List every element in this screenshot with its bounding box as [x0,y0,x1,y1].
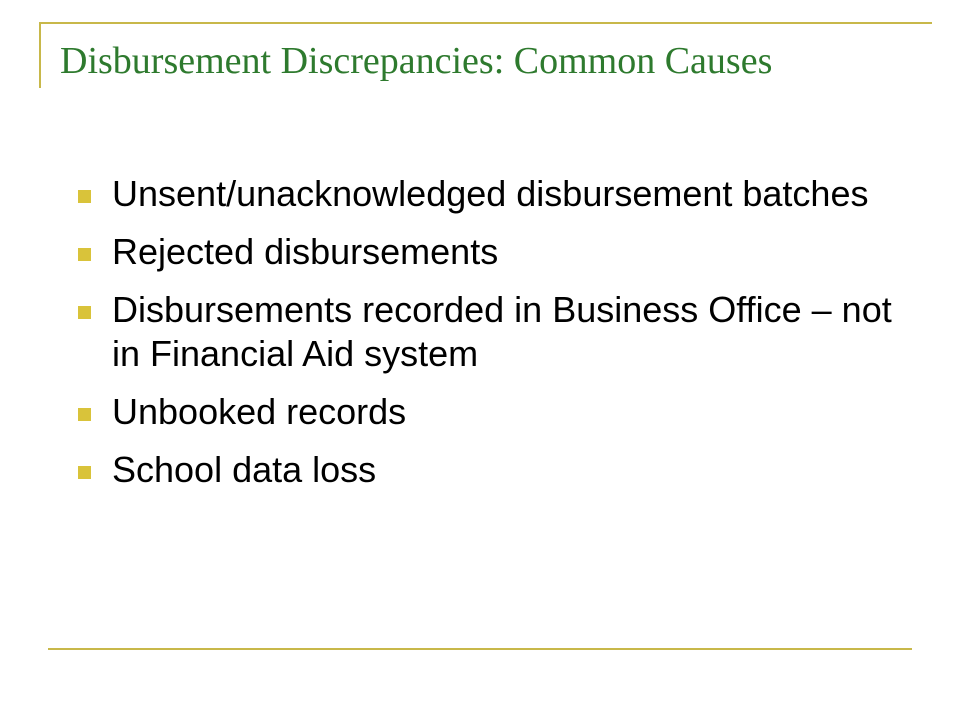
slide-title: Disbursement Discrepancies: Common Causes [60,40,773,82]
square-bullet-icon [78,408,91,421]
square-bullet-icon [78,306,91,319]
bullet-item-data-loss [78,448,918,492]
bullet-text: Unsent/unacknowledged disbursement batches [112,173,869,214]
bullet-item-rejected [78,230,918,274]
bullet-text: Disbursements recorded in Business Office – not in Financial Aid system [112,289,892,374]
bullet-text: School data loss [112,449,377,490]
square-bullet-icon [78,466,91,479]
left-rule [39,22,41,88]
bottom-rule [48,648,912,650]
top-rule [40,22,932,24]
square-bullet-icon [78,248,91,261]
bullet-list [78,172,918,506]
bullet-text: Unbooked records [112,391,407,432]
bullet-item-unbooked [78,390,918,434]
bullet-text: Rejected disbursements [112,231,499,272]
bullet-item-unsent-batches [78,172,918,216]
bullet-item-business-office [78,288,918,376]
square-bullet-icon [78,190,91,203]
